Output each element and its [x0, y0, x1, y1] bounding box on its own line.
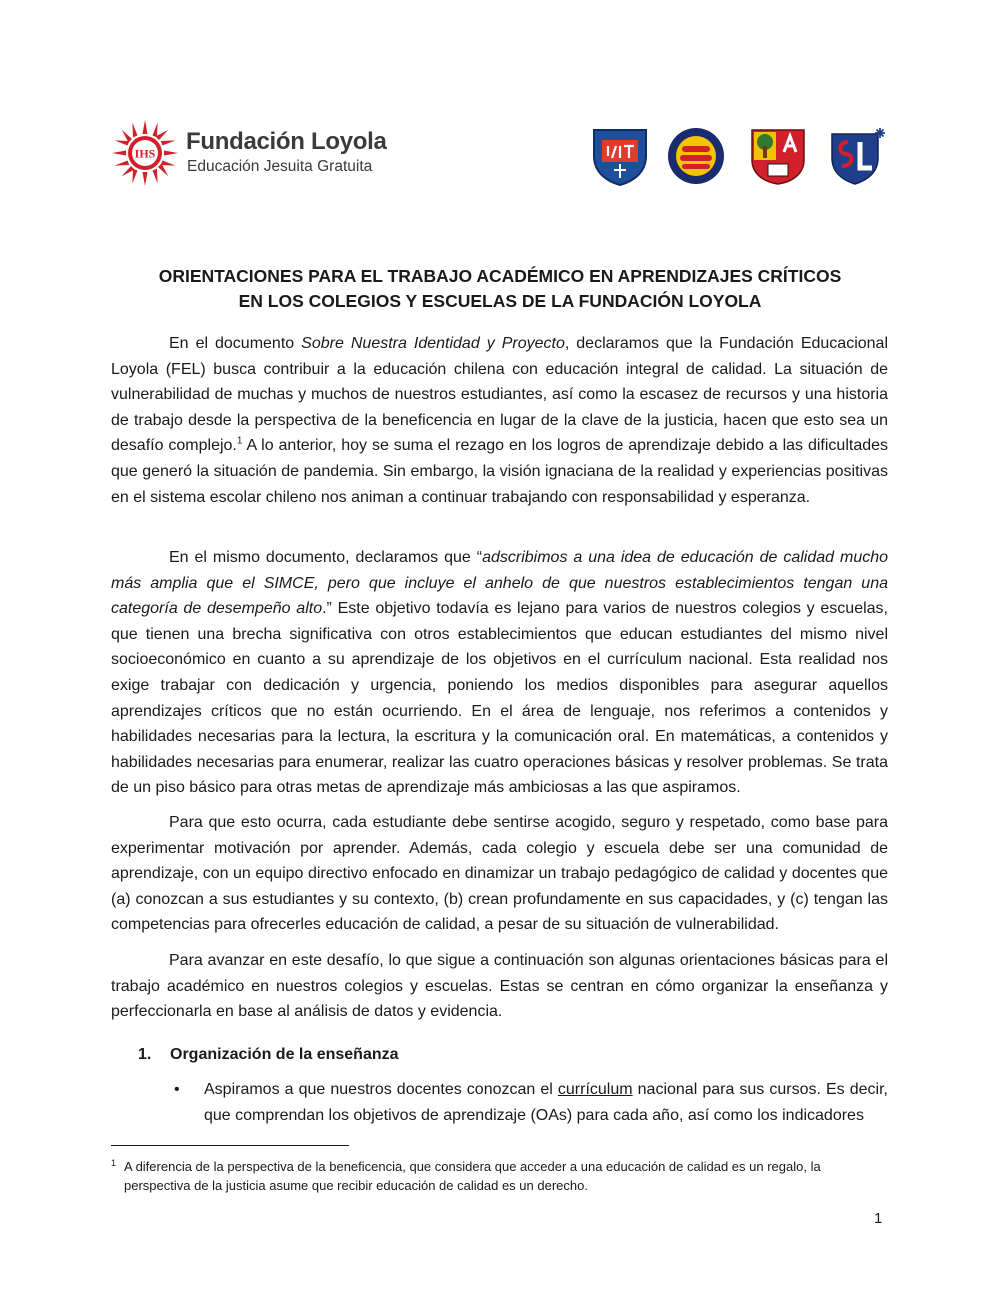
sun-seal-icon: [112, 120, 178, 186]
colegio-jat-crest-icon: [590, 126, 650, 186]
footnote-text: A diferencia de la perspectiva de la beneficencia, que considera que acceder a una educación de calidad es un regalo, la perspectiva de la justicia asume que recibir educación de calidad es un derecho.: [124, 1159, 821, 1193]
curriculum-link[interactable]: currículum: [557, 1081, 633, 1098]
brand-tagline: Educación Jesuita Gratuita: [187, 158, 373, 175]
p1-text-b: , declaramos que la Fundación Educacional Loyola (FEL) busca contribuir a la educación chilena con educación integral de calidad. La situación de vulnerabilidad de muchas y muchos de nuestros estudiantes, así como la escasez de recursos y una historia de trabajo desde la perspectiva de la beneficencia en lugar de la clave de la justicia, hacen que esto sea un desafío complejo.: [111, 335, 888, 455]
colegio-tree-crest-icon: [748, 126, 808, 186]
p2-text-b: .” Este objetivo todavía es lejano para varios de nuestros colegios y escuelas, que tienen una brecha significativa con otros establecimientos que educan estudiantes del mismo nivel socioeconómico en cuanto a su aprendizaje de los objetivos en el currículum nacional. Esta realidad nos exige trabajar con dedicación y urgencia, poniendo los medios disponibles para asegurar aquellos aprendizajes críticos que no están ocurriendo. En el área de lenguaje, nos referimos a contenidos y habilidades necesarias para la lectura, la escritura y la comunicación oral. En matemáticas, a contenidos y habilidades necesarias para enumerar, realizar las cuatro operaciones básicas y resolver problemas. Se trata de un piso básico para otras metas de aprendizaje más ambiciosas a las que aspiramos.: [111, 600, 889, 797]
colegio-sl-crest-icon: [828, 126, 888, 186]
bullet-icon: •: [174, 1081, 180, 1098]
school-logos: [590, 126, 890, 188]
p2-quote: adscribimos a una idea de educación de calidad mucho más amplia que el SIMCE, pero que incluye el anhelo de que nuestros establecimientos tengan una categoría de desempeño alto: [111, 549, 889, 618]
paragraph-2: [111, 545, 888, 801]
page-number: 1: [874, 1210, 883, 1227]
bullet1-text-b: nacional para sus cursos. Es decir, que comprendan los objetivos de aprendizaje (OAs) para cada año, así como los indicadores: [204, 1081, 888, 1124]
brand-name: Fundación Loyola: [186, 128, 387, 155]
section-heading: [138, 1046, 399, 1064]
san-ignacio-crest-icon: [666, 126, 726, 186]
section-title: Organización de la enseñanza: [170, 1046, 399, 1063]
fundacion-loyola-logo: [112, 118, 387, 190]
paragraph-1: [111, 331, 888, 510]
paragraph-4: Para avanzar en este desafío, lo que sigue a continuación son algunas orientaciones básicas para el trabajo académico en nuestros colegios y escuelas. Estas se centran en cómo organizar la enseñanza y perfeccionarla en base al análisis de datos y evidencia.: [111, 952, 888, 1021]
section-number: 1.: [138, 1046, 152, 1063]
document-title: [112, 264, 888, 314]
paragraph-3: Para que esto ocurra, cada estudiante debe sentirse acogido, seguro y respetado, como base para experimentar motivación por aprender. Además, cada colegio y escuela debe ser una comunidad de aprendizaje, con un equipo directivo enfocado en dinamizar un trabajo pedagógico de calidad y docentes que (a) conozcan a sus estudiantes y su contexto, (b) crean profundamente en sus capacidades, y (c) tengan las competencias para ofrecerles educación de calidad, a pesar de su situación de vulnerabilidad.: [111, 814, 888, 934]
p1-document-title: Sobre Nuestra Identidad y Proyecto: [301, 335, 565, 352]
seal-monogram: IHS: [134, 146, 156, 161]
bullet1-text-a: Aspiramos a que nuestros docentes conozcan el: [204, 1081, 558, 1098]
footnote-mark: 1: [111, 1158, 117, 1168]
title-line-1: ORIENTACIONES PARA EL TRABAJO ACADÉMICO EN APRENDIZAJES CRÍTICOS: [158, 266, 842, 286]
bullet-item-1: [204, 1077, 888, 1128]
footnote-divider: [111, 1145, 349, 1146]
p2-text-a: En el mismo documento, declaramos que “: [169, 549, 483, 566]
footnote-reference[interactable]: 1: [236, 436, 243, 448]
title-line-2: EN LOS COLEGIOS Y ESCUELAS DE LA FUNDACIÓN LOYOLA: [238, 291, 762, 311]
p1-text-c: A lo anterior, hoy se suma el rezago en los logros de aprendizaje debido a las dificultades que generó la situación de pandemia. Sin embargo, la visión ignaciana de la realidad y experiencias positivas en el sistema escolar chileno nos animan a continuar trabajando con responsabilidad y esperanza.: [111, 437, 889, 506]
p1-text-a: En el documento: [169, 335, 302, 352]
